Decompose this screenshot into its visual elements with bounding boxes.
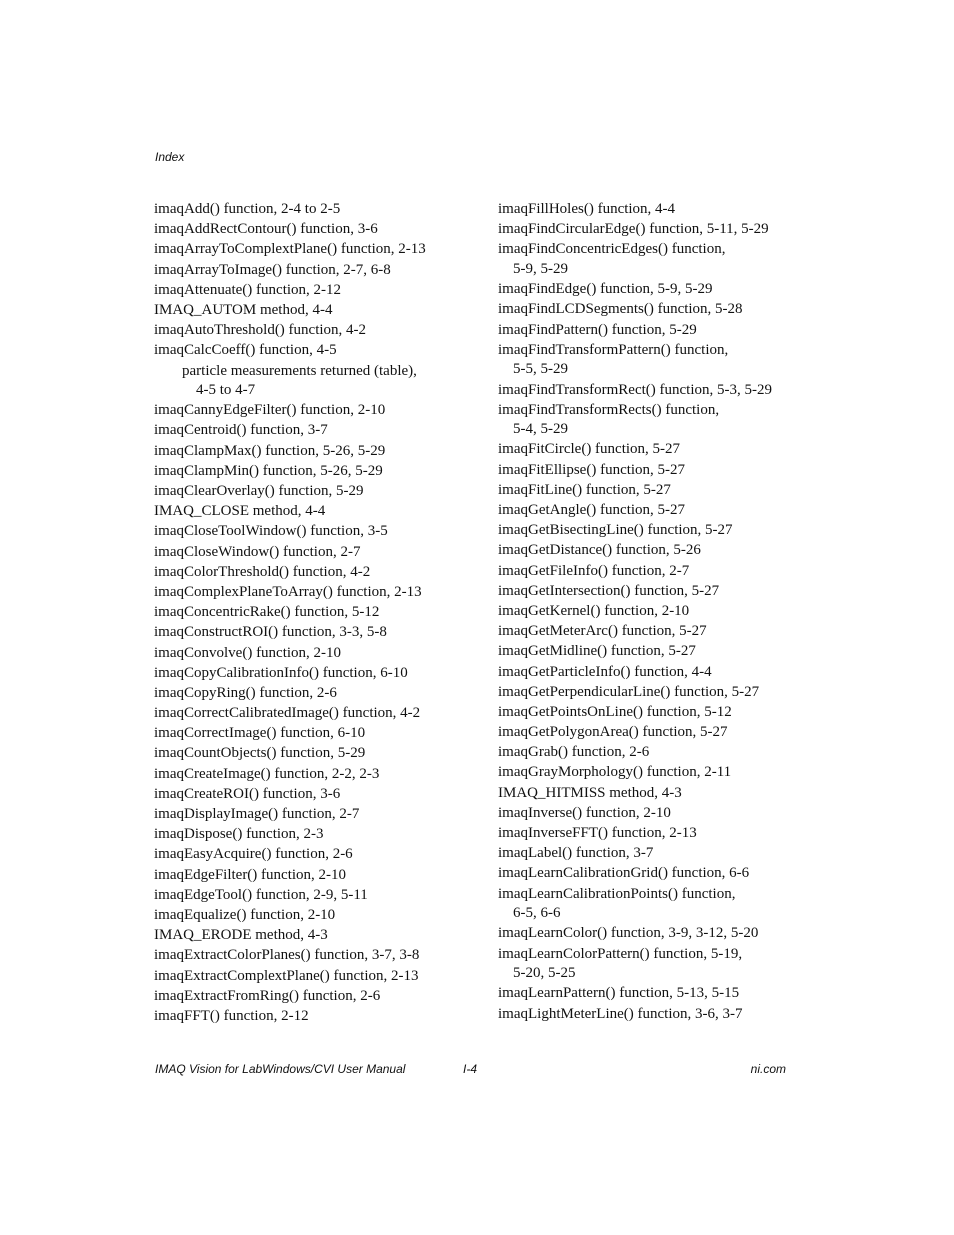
index-entry	[498, 541, 828, 561]
index-entry-text: imaqCorrectCalibratedImage() function, 4-2	[154, 705, 421, 722]
index-entry	[498, 703, 828, 723]
index-entry	[154, 462, 484, 482]
page-number: I-4	[463, 1062, 478, 1076]
index-entry	[154, 704, 484, 724]
index-entry	[498, 501, 828, 521]
index-entry-continuation: 5-20, 5-25	[513, 965, 576, 982]
index-entry	[498, 1005, 828, 1025]
index-entry-text: imaqCloseWindow() function, 2-7	[154, 543, 361, 560]
index-entry	[498, 401, 828, 440]
index-entry	[498, 321, 828, 341]
index-entry-continuation: 5-4, 5-29	[513, 421, 568, 438]
index-entry	[154, 744, 484, 764]
index-entry-text: imaqFindPattern() function, 5-29	[498, 321, 697, 338]
index-entry	[498, 602, 828, 622]
index-entry-text: imaqLabel() function, 3-7	[498, 845, 654, 862]
index-entry	[154, 906, 484, 926]
index-entry-text: imaqCannyEdgeFilter() function, 2-10	[154, 402, 386, 419]
index-entry	[498, 481, 828, 501]
index-entry-text: imaqGetPointsOnLine() function, 5-12	[498, 703, 732, 720]
index-entry	[498, 461, 828, 481]
index-entry-continuation: 4-5 to 4-7	[196, 382, 256, 399]
index-entry-text: imaqComplexPlaneToArray() function, 2-13	[154, 583, 422, 600]
index-entry-text: imaqConvolve() function, 2-10	[154, 644, 342, 661]
index-entry	[498, 280, 828, 300]
index-entry	[498, 885, 828, 924]
index-entry-text: imaqArrayToImage() function, 2-7, 6-8	[154, 261, 391, 278]
index-entry	[154, 825, 484, 845]
index-entry-text: imaqFindTransformRect() function, 5-3, 5-29	[498, 381, 772, 398]
index-entry	[498, 784, 828, 804]
index-entry	[154, 563, 484, 583]
index-entry	[498, 582, 828, 602]
index-entry-text: imaqGetDistance() function, 5-26	[498, 542, 701, 559]
index-entry-text: imaqCalcCoeff() function, 4-5	[154, 342, 337, 359]
index-column-left	[154, 200, 484, 1027]
index-entry-text: imaqInverseFFT() function, 2-13	[498, 825, 697, 842]
index-entry-text: imaqInverse() function, 2-10	[498, 804, 671, 821]
index-entry-text: imaqGetMidline() function, 5-27	[498, 643, 696, 660]
index-entry	[498, 683, 828, 703]
index-entry-text: imaqCentroid() function, 3-7	[154, 422, 328, 439]
index-entry-text: imaqLearnPattern() function, 5-13, 5-15	[498, 985, 740, 1002]
index-entry-text: IMAQ_HITMISS method, 4-3	[498, 784, 682, 801]
index-entry	[154, 886, 484, 906]
index-entry	[498, 240, 828, 279]
index-entry-text: imaqEdgeTool() function, 2-9, 5-11	[154, 886, 368, 903]
index-entry	[154, 845, 484, 865]
index-entry	[498, 642, 828, 662]
index-entry-text: imaqLearnColor() function, 3-9, 3-12, 5-20	[498, 925, 759, 942]
index-entry-text: imaqFitLine() function, 5-27	[498, 481, 671, 498]
index-entry-text: imaqCloseToolWindow() function, 3-5	[154, 523, 388, 540]
index-entry-text: imaqFitCircle() function, 5-27	[498, 441, 681, 458]
index-entry	[154, 502, 484, 522]
index-entry	[154, 421, 484, 441]
index-entry	[498, 220, 828, 240]
index-entry	[498, 381, 828, 401]
index-entry	[498, 924, 828, 944]
index-entry-text: imaqFillHoles() function, 4-4	[498, 201, 676, 217]
index-entry-text: imaqAddRectContour() function, 3-6	[154, 221, 378, 238]
index-entry-text: imaqCountObjects() function, 5-29	[154, 745, 366, 762]
index-entry-text: imaqFindEdge() function, 5-9, 5-29	[498, 281, 713, 298]
index-entry	[498, 824, 828, 844]
index-entry	[154, 522, 484, 542]
index-entry	[498, 440, 828, 460]
index-entry	[498, 723, 828, 743]
index-entry-text: imaqFindConcentricEdges() function,	[498, 241, 726, 258]
index-entry	[498, 663, 828, 683]
index-entry-text: imaqGetAngle() function, 5-27	[498, 502, 686, 519]
index-entry	[498, 521, 828, 541]
index-entry-text: imaqConstructROI() function, 3-3, 5-8	[154, 624, 387, 641]
index-entry	[154, 543, 484, 563]
index-entry	[154, 482, 484, 502]
index-entry-text: imaqClampMin() function, 5-26, 5-29	[154, 462, 383, 479]
index-entry-text: imaqLearnCalibrationPoints() function,	[498, 885, 736, 902]
index-entry-text: imaqExtractFromRing() function, 2-6	[154, 987, 381, 1004]
index-entry	[154, 724, 484, 744]
page-footer	[155, 1062, 786, 1078]
index-entry-text: imaqLearnColorPattern() function, 5-19,	[498, 945, 743, 962]
index-entry-text: imaqFitEllipse() function, 5-27	[498, 461, 686, 478]
index-entry	[498, 341, 828, 380]
index-entry-text: imaqEdgeFilter() function, 2-10	[154, 866, 347, 883]
index-entry	[154, 401, 484, 421]
index-entry	[154, 1007, 484, 1027]
index-entry-text: imaqGrab() function, 2-6	[498, 744, 650, 761]
website-link[interactable]: ni.com	[750, 1062, 786, 1076]
index-entry	[498, 864, 828, 884]
index-entry	[154, 623, 484, 643]
index-entry	[154, 583, 484, 603]
index-entry-text: imaqAttenuate() function, 2-12	[154, 281, 342, 298]
index-entry	[154, 301, 484, 321]
index-entry	[154, 765, 484, 785]
index-entry	[154, 261, 484, 281]
index-entry-text: imaqFFT() function, 2-12	[154, 1007, 309, 1024]
index-entry-text: imaqFindTransformPattern() function,	[498, 341, 729, 358]
index-entry	[154, 946, 484, 966]
manual-title: IMAQ Vision for LabWindows/CVI User Manual	[155, 1062, 406, 1076]
index-entry-text: imaqFindLCDSegments() function, 5-28	[498, 301, 743, 318]
index-entry	[498, 622, 828, 642]
index-entry-text: imaqCorrectImage() function, 6-10	[154, 725, 366, 742]
index-entry-continuation: 5-9, 5-29	[513, 260, 568, 277]
index-entry-text: imaqEqualize() function, 2-10	[154, 906, 336, 923]
index-entry-text: particle measurements returned (table),	[182, 362, 417, 379]
index-entry-text: imaqAutoThreshold() function, 4-2	[154, 322, 367, 339]
index-entry-text: imaqGetParticleInfo() function, 4-4	[498, 663, 712, 680]
index-entry	[154, 926, 484, 946]
index-entry	[498, 300, 828, 320]
index-entry-text: imaqGetMeterArc() function, 5-27	[498, 623, 707, 640]
index-entry	[498, 945, 828, 984]
index-entry-text: imaqClampMax() function, 5-26, 5-29	[154, 442, 386, 459]
index-entry-text: imaqExtractComplextPlane() function, 2-13	[154, 967, 419, 984]
index-entry-text: imaqArrayToComplextPlane() function, 2-13	[154, 241, 426, 258]
index-entry	[154, 321, 484, 341]
index-entry	[154, 987, 484, 1007]
index-entry-text: imaqCreateROI() function, 3-6	[154, 785, 341, 802]
index-entry-text: imaqDisplayImage() function, 2-7	[154, 806, 360, 823]
index-entry-continuation: 5-5, 5-29	[513, 361, 568, 378]
index-entry-text: imaqCopyRing() function, 2-6	[154, 684, 337, 701]
index-entry	[154, 603, 484, 623]
index-entry	[154, 240, 484, 260]
index-entry-text: IMAQ_CLOSE method, 4-4	[154, 503, 326, 520]
index-entry	[498, 562, 828, 582]
index-entry	[498, 743, 828, 763]
index-entry-text: imaqClearOverlay() function, 5-29	[154, 483, 364, 500]
index-entry-text: imaqGetIntersection() function, 5-27	[498, 582, 720, 599]
index-entry	[154, 220, 484, 240]
index-entry	[154, 684, 484, 704]
index-entry-text: imaqCreateImage() function, 2-2, 2-3	[154, 765, 380, 782]
index-entry	[154, 967, 484, 987]
index-entry-text: imaqLightMeterLine() function, 3-6, 3-7	[498, 1005, 743, 1022]
index-entry-text: imaqFindTransformRects() function,	[498, 401, 720, 418]
index-entry	[498, 804, 828, 824]
index-entry-text: IMAQ_AUTOM method, 4-4	[154, 301, 333, 318]
index-entry-text: imaqFindCircularEdge() function, 5-11, 5-29	[498, 221, 769, 238]
index-entry	[154, 664, 484, 684]
index-entry	[154, 442, 484, 462]
index-entry	[154, 644, 484, 664]
index-entry-text: imaqGetFileInfo() function, 2-7	[498, 562, 690, 579]
index-entry-text: imaqCopyCalibrationInfo() function, 6-10	[154, 664, 408, 681]
index-subentry	[154, 362, 484, 401]
index-entry	[154, 866, 484, 886]
index-entry-text: imaqGrayMorphology() function, 2-11	[498, 764, 732, 781]
index-entry-text: imaqConcentricRake() function, 5-12	[154, 604, 380, 621]
index-entry-text: imaqExtractColorPlanes() function, 3-7, 3-8	[154, 947, 420, 964]
index-entry-text: imaqGetPolygonArea() function, 5-27	[498, 724, 728, 741]
index-entry	[154, 785, 484, 805]
index-entry	[154, 200, 484, 220]
index-entry-text: imaqColorThreshold() function, 4-2	[154, 563, 371, 580]
index-entry	[498, 200, 828, 220]
index-entry	[154, 805, 484, 825]
index-entry	[498, 763, 828, 783]
index-entry-text: imaqGetPerpendicularLine() function, 5-27	[498, 683, 760, 700]
index-entry	[498, 844, 828, 864]
index-entry-text: imaqAdd() function, 2-4 to 2-5	[154, 201, 341, 217]
running-head: Index	[155, 150, 185, 164]
index-entry-text: IMAQ_ERODE method, 4-3	[154, 927, 328, 944]
index-column-right	[498, 200, 828, 1025]
index-entry-continuation: 6-5, 6-6	[513, 905, 561, 922]
index-entry-text: imaqEasyAcquire() function, 2-6	[154, 846, 353, 863]
index-entry	[154, 341, 484, 361]
index-entry-text: imaqDispose() function, 2-3	[154, 826, 324, 843]
index-entry-text: imaqLearnCalibrationGrid() function, 6-6	[498, 865, 750, 882]
index-entry-text: imaqGetBisectingLine() function, 5-27	[498, 522, 733, 539]
index-entry	[154, 281, 484, 301]
index-entry	[498, 984, 828, 1004]
index-entry-text: imaqGetKernel() function, 2-10	[498, 602, 690, 619]
